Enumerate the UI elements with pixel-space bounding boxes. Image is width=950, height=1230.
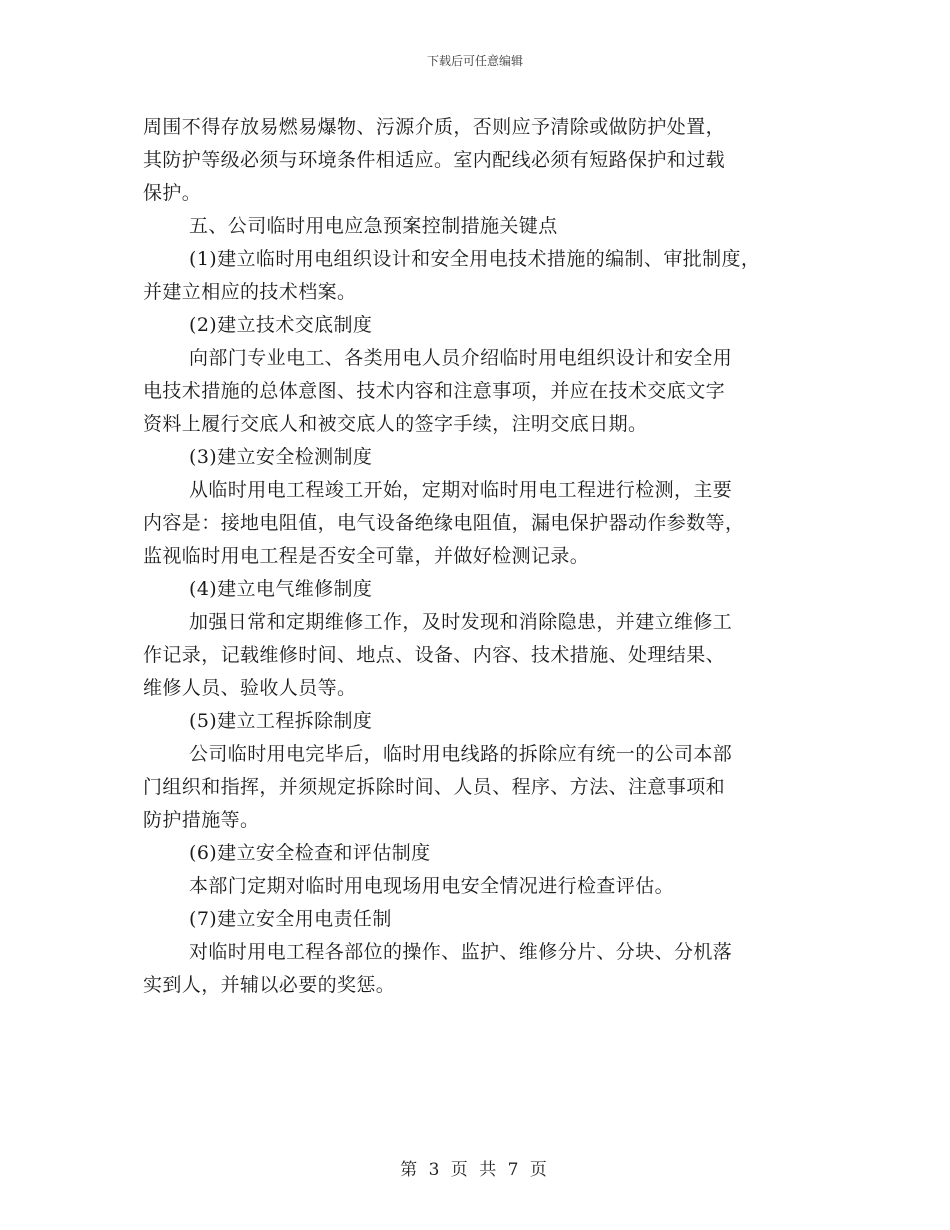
body-line: 实到人，并辅以必要的奖惩。 (143, 974, 396, 996)
subsection-heading: (5)建立工程拆除制度 (189, 710, 373, 732)
body-line: 维修人员、验收人员等。 (143, 677, 357, 699)
body-line: 保护。 (143, 182, 202, 204)
body-line: 对临时用电工程各部位的操作、监护、维修分片、分块、分机落 (189, 941, 733, 963)
subsection-heading: (4)建立电气维修制度 (189, 578, 373, 600)
body-line: 本部门定期对临时用电现场用电安全情况进行检查评估。 (189, 875, 675, 897)
subsection-heading: (3)建立安全检测制度 (189, 446, 373, 468)
subsection-heading: (7)建立安全用电责任制 (189, 908, 392, 930)
body-line: 防护措施等。 (143, 809, 260, 831)
body-line: 资料上履行交底人和被交底人的签字手续，注明交底日期。 (143, 413, 648, 435)
body-line: 作记录，记载维修时间、地点、设备、内容、技术措施、处理结果、 (143, 644, 726, 666)
body-line: 监视临时用电工程是否安全可靠，并做好检测记录。 (143, 545, 590, 567)
body-line: 加强日常和定期维修工作，及时发现和消除隐患，并建立维修工 (189, 611, 733, 633)
document-body (143, 111, 823, 1002)
page-header: 下载后可任意编辑 (426, 54, 523, 68)
body-line: 并建立相应的技术档案。 (143, 281, 357, 303)
section-heading: 五、公司临时用电应急预案控制措施关键点 (189, 215, 558, 237)
body-line: 电技术措施的总体意图、技术内容和注意事项，并应在技术交底文字 (143, 380, 726, 402)
body-line: 向部门专业电工、各类用电人员介绍临时用电组织设计和安全用 (189, 347, 733, 369)
body-line: 内容是：接地电阻值，电气设备绝缘电阻值，漏电保护器动作参数等， (143, 512, 745, 534)
body-line: 周围不得存放易燃易爆物、污源介质，否则应予清除或做防护处置， (143, 116, 726, 138)
subsection-heading: (6)建立安全检查和评估制度 (189, 842, 431, 864)
body-line: (1)建立临时用电组织设计和安全用电技术措施的编制、审批制度， (189, 248, 761, 270)
body-line: 其防护等级必须与环境条件相适应。室内配线必须有短路保护和过载 (143, 149, 726, 171)
body-line: 公司临时用电完毕后，临时用电线路的拆除应有统一的公司本部 (189, 743, 733, 765)
page-number: 第 3 页 共 7 页 (400, 1160, 550, 1180)
subsection-heading: (2)建立技术交底制度 (189, 314, 373, 336)
body-line: 从临时用电工程竣工开始，定期对临时用电工程进行检测，主要 (189, 479, 733, 501)
body-line: 门组织和指挥，并须规定拆除时间、人员、程序、方法、注意事项和 (143, 776, 726, 798)
